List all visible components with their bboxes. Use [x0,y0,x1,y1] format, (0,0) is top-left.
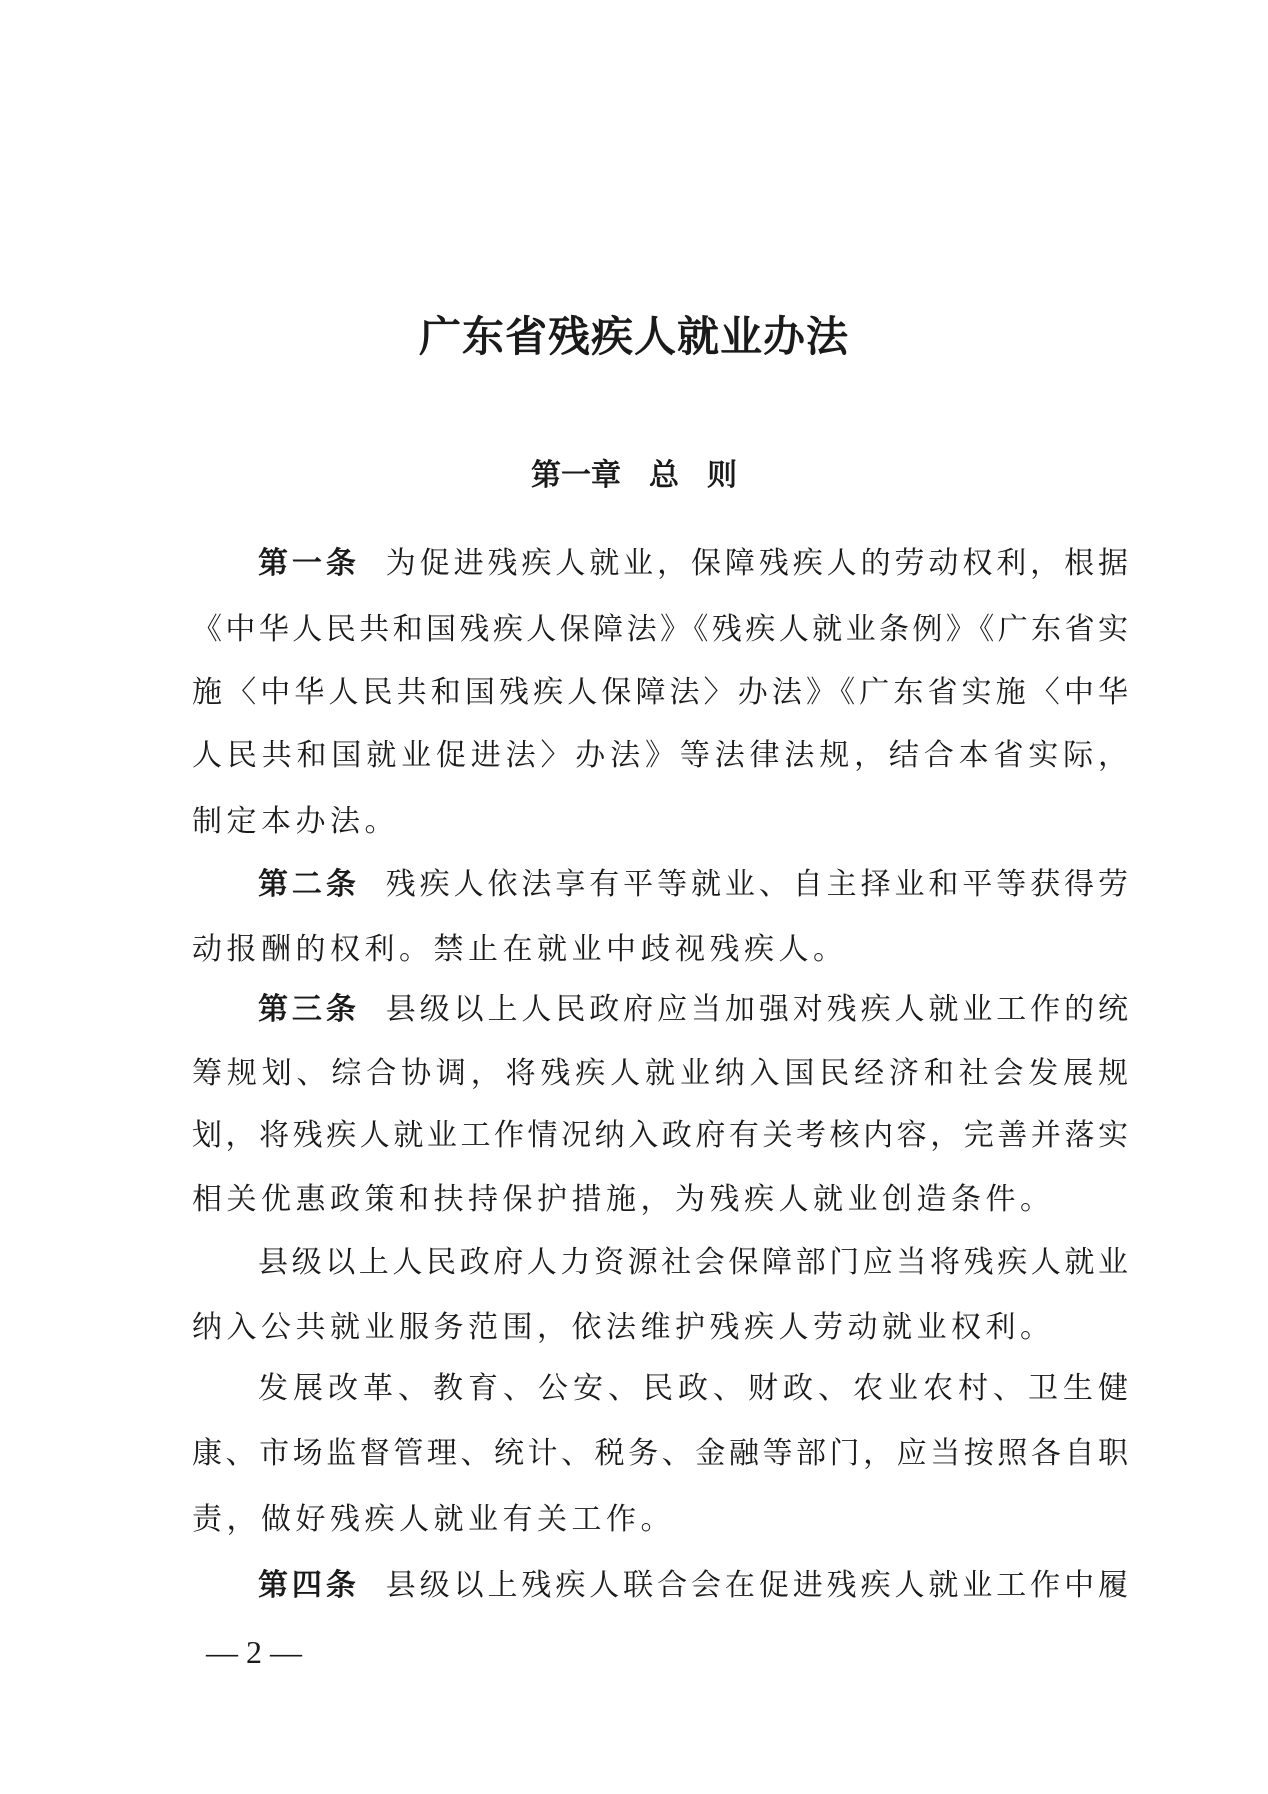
article-label: 第四条 [258,1568,360,1603]
article-2-line: 动报酬的权利。禁止在就业中歧视残疾人。 [192,932,848,967]
article-1-line: 施〈中华人民共和国残疾人保障法〉办法》《广东省实施〈中华 [192,675,1128,710]
article-1-line: 人民共和国就业促进法〉办法》等法律法规，结合本省实际， [192,738,1128,773]
article-3-line: 发展改革、教育、公安、民政、财政、农业农村、卫生健 [258,1371,1128,1406]
line-text: 为促进残疾人就业，保障残疾人的劳动权利，根据 [385,546,1128,581]
article-2-line [258,865,1128,905]
article-label: 第二条 [258,867,360,902]
chapter-name-2: 则 [707,458,737,493]
article-label: 第三条 [258,992,360,1027]
article-1-line [258,544,1128,584]
line-text: 残疾人依法享有平等就业、自主择业和平等获得劳 [385,867,1128,902]
page-number: — 2 — [206,1634,302,1670]
line-text: 县级以上残疾人联合会在促进残疾人就业工作中履 [385,1568,1128,1603]
chapter-name-1: 总 [649,458,679,493]
article-3-line: 纳入公共就业服务范围，依法维护残疾人劳动就业权利。 [192,1310,1055,1345]
article-4-line [258,1566,1128,1606]
article-1-line: 《中华人民共和国残疾人保障法》《残疾人就业条例》《广东省实 [192,612,1128,647]
article-3-line: 责，做好残疾人就业有关工作。 [192,1502,675,1537]
article-3-line: 相关优惠政策和扶持保护措施，为残疾人就业创造条件。 [192,1182,1055,1217]
article-1-line: 制定本办法。 [192,804,399,839]
chapter-heading [0,450,1268,494]
line-text: 县级以上人民政府应当加强对残疾人就业工作的统 [385,992,1128,1027]
chapter-number: 第一章 [531,458,621,493]
article-3-line: 康、市场监督管理、统计、税务、金融等部门，应当按照各自职 [192,1436,1128,1471]
article-label: 第一条 [258,546,360,581]
document-title: 广东省残疾人就业办法 [418,312,849,361]
article-3-line: 县级以上人民政府人力资源社会保障部门应当将残疾人就业 [258,1245,1128,1280]
article-3-line: 筹规划、综合协调，将残疾人就业纳入国民经济和社会发展规 [192,1056,1128,1091]
article-3-line [258,990,1128,1030]
article-3-line: 划，将残疾人就业工作情况纳入政府有关考核内容，完善并落实 [192,1118,1128,1153]
